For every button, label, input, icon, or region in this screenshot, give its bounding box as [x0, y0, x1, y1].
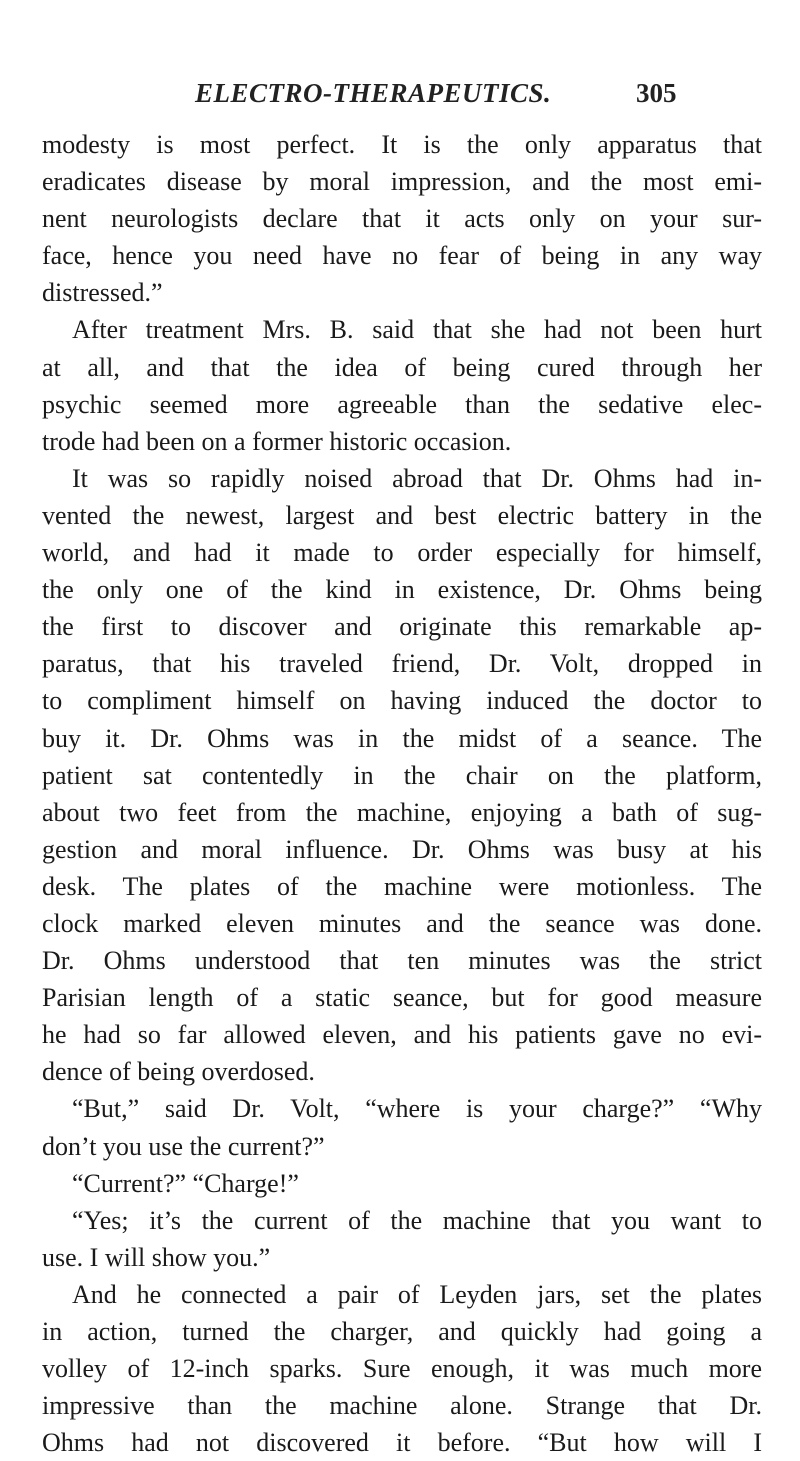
text-line: Dr. Ohms understood that ten minutes was the strict — [42, 946, 762, 976]
text-line: clock marked eleven minutes and the seance was done. — [42, 908, 762, 938]
page-number: 305 — [636, 78, 677, 108]
text-line: he had so far allowed eleven, and his patients gave no evi- — [42, 1020, 762, 1050]
text-line: dence of being overdosed. — [42, 1057, 315, 1087]
text-line: world, and had it made to order especially for himself, — [42, 538, 762, 568]
text-line: vented the newest, largest and best electric battery in the — [42, 500, 762, 530]
text-line: Ohms had not discovered it before. “But how will I — [42, 1428, 762, 1458]
text-line: modesty is most perfect. It is the only apparatus that — [42, 130, 762, 159]
text-line: psychic seemed more agreeable than the sedative elec- — [42, 389, 762, 419]
text-line: And he connected a pair of Leyden jars, set the plates — [72, 1279, 762, 1309]
text-line: paratus, that his traveled friend, Dr. Volt, dropped in — [42, 649, 762, 679]
text-line: After treatment Mrs. B. said that she had not been hurt — [72, 315, 762, 345]
text-line: “Current?” “Charge!” — [72, 1168, 299, 1198]
text-line: eradicates disease by moral impression, and the most emi- — [42, 167, 762, 197]
text-line: “Yes; it’s the current of the machine that you want to — [72, 1205, 762, 1235]
text-line: trode had been on a former historic occasion. — [42, 426, 512, 456]
text-line: in action, turned the charger, and quickly had going a — [42, 1317, 762, 1346]
text-line: buy it. Dr. Ohms was in the midst of a seance. The — [42, 723, 762, 753]
text-line: Parisian length of a static seance, but for good measure — [42, 983, 762, 1013]
text-line: the first to discover and originate this remarkable ap- — [42, 612, 762, 642]
text-line: to compliment himself on having induced the doctor to — [42, 686, 762, 716]
text-line: impressive than the machine alone. Strange that Dr. — [42, 1391, 762, 1421]
body-text — [42, 126, 762, 1461]
text-line: face, hence you need have no fear of being in any way — [42, 241, 762, 271]
text-line: desk. The plates of the machine were motionless. The — [42, 871, 762, 901]
text-line: at all, and that the idea of being cured through her — [42, 352, 762, 382]
text-line: “But,” said Dr. Volt, “where is your charge?” “Why — [72, 1094, 762, 1124]
text-line: patient sat contentedly in the chair on the platform, — [42, 760, 762, 790]
running-head: ELECTRO-THERAPEUTICS. — [195, 78, 552, 108]
text-line: distressed.” — [42, 278, 163, 308]
text-line: the only one of the kind in existence, Dr. Ohms being — [42, 575, 762, 605]
text-line: gestion and moral influence. Dr. Ohms was busy at his — [42, 834, 762, 864]
text-line: nent neurologists declare that it acts only on your sur- — [42, 204, 762, 234]
text-line: It was so rapidly noised abroad that Dr. Ohms had in- — [72, 463, 762, 493]
text-line: don’t you use the current?” — [42, 1131, 325, 1161]
text-line: volley of 12-inch sparks. Sure enough, it was much more — [42, 1354, 762, 1384]
text-line: use. I will show you.” — [42, 1242, 271, 1272]
text-line: about two feet from the machine, enjoying a bath of sug- — [42, 797, 762, 827]
